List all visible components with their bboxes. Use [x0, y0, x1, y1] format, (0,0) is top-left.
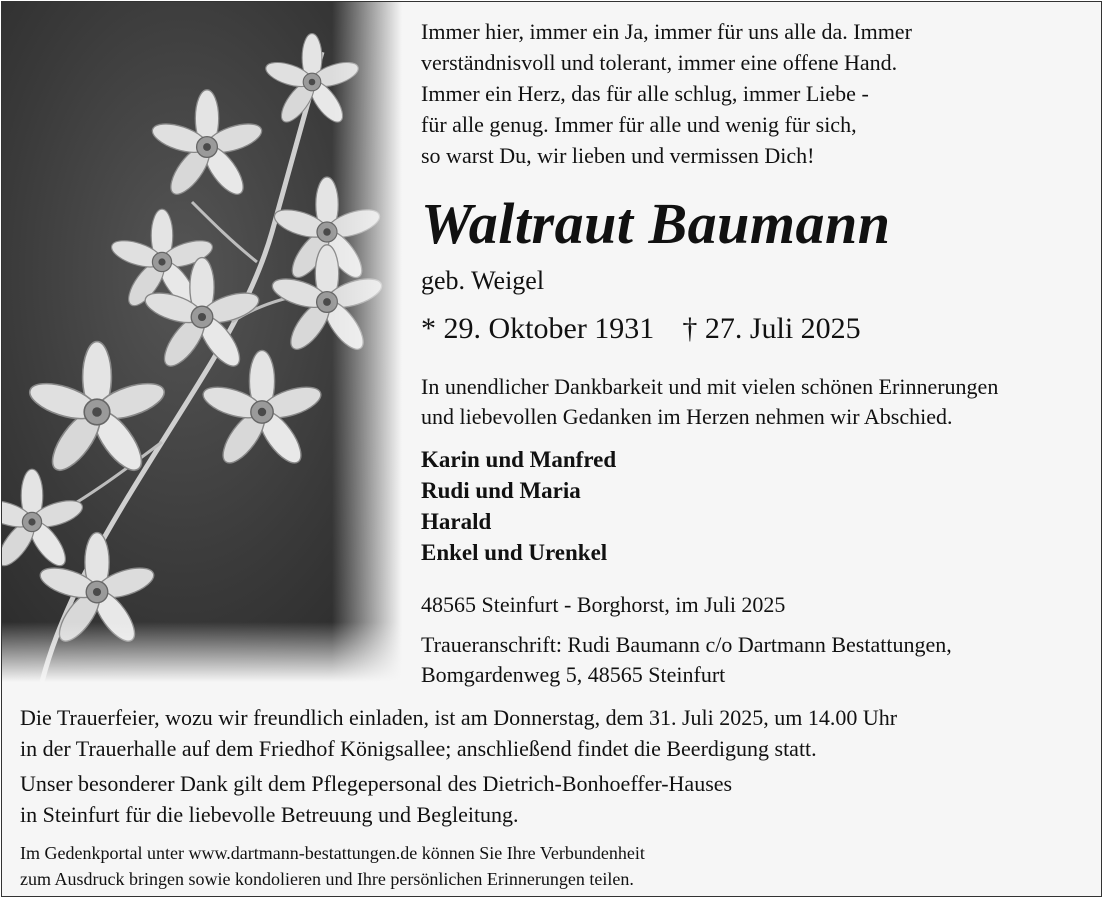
funeral-line: in der Trauerhalle auf dem Friedhof Königsallee; anschließend findet die Beerdigung statt. — [20, 736, 817, 761]
gratitude-note — [20, 768, 732, 830]
orchid-photo — [2, 2, 402, 682]
mourner-name: Harald — [421, 509, 492, 534]
funeral-line: Die Trauerfeier, wozu wir freundlich einladen, ist am Donnerstag, dem 31. Juli 2025, um 14.00 Uhr — [20, 705, 898, 730]
poem-line: für alle genug. Immer für alle und wenig für sich, — [421, 112, 857, 137]
memorial-poem — [421, 16, 1081, 171]
poem-line: so warst Du, wir lieben und vermissen Dich! — [421, 143, 815, 168]
gratitude-line: Unser besonderer Dank gilt dem Pflegepersonal des Dietrich-Bonhoeffer-Hauses — [20, 771, 733, 796]
poem-line: Immer ein Herz, das für alle schlug, immer Liebe - — [421, 81, 869, 106]
farewell-line: In unendlicher Dankbarkeit und mit vielen schönen Erinnerungen — [421, 374, 999, 399]
farewell-text — [421, 372, 1101, 432]
gratitude-line: in Steinfurt für die liebevolle Betreuung und Begleitung. — [20, 802, 519, 827]
memorial-portal-note — [20, 840, 645, 892]
obituary-notice — [1, 1, 1102, 897]
maiden-name: geb. Weigel — [421, 266, 545, 295]
address-line: Bomgardenweg 5, 48565 Steinfurt — [421, 662, 726, 687]
address-line: Traueranschrift: Rudi Baumann c/o Dartmann Bestattungen, — [421, 632, 952, 657]
mourners-list — [421, 444, 616, 568]
mourner-name: Rudi und Maria — [421, 478, 581, 503]
farewell-line: und liebevollen Gedanken im Herzen nehmen wir Abschied. — [421, 404, 953, 429]
life-dates — [421, 312, 861, 346]
death-date: † 27. Juli 2025 — [682, 312, 861, 345]
poem-line: Immer hier, immer ein Ja, immer für uns alle da. Immer — [421, 19, 912, 44]
mourner-name: Karin und Manfred — [421, 447, 617, 472]
mourner-name: Enkel und Urenkel — [421, 540, 608, 565]
deceased-name: Waltraut Baumann — [421, 191, 891, 256]
funeral-notice — [20, 702, 1090, 764]
portal-line: Im Gedenkportal unter www.dartmann-bestattungen.de können Sie Ihre Verbundenheit — [20, 843, 645, 863]
portal-line: zum Ausdruck bringen sowie kondolieren und Ihre persönlichen Erinnerungen teilen. — [20, 869, 634, 889]
place-and-date: 48565 Steinfurt - Borghorst, im Juli 2025 — [421, 592, 786, 617]
mourning-address — [421, 630, 952, 690]
poem-line: verständnisvoll und tolerant, immer eine offene Hand. — [421, 50, 898, 75]
birth-date: * 29. Oktober 1931 — [421, 312, 655, 345]
